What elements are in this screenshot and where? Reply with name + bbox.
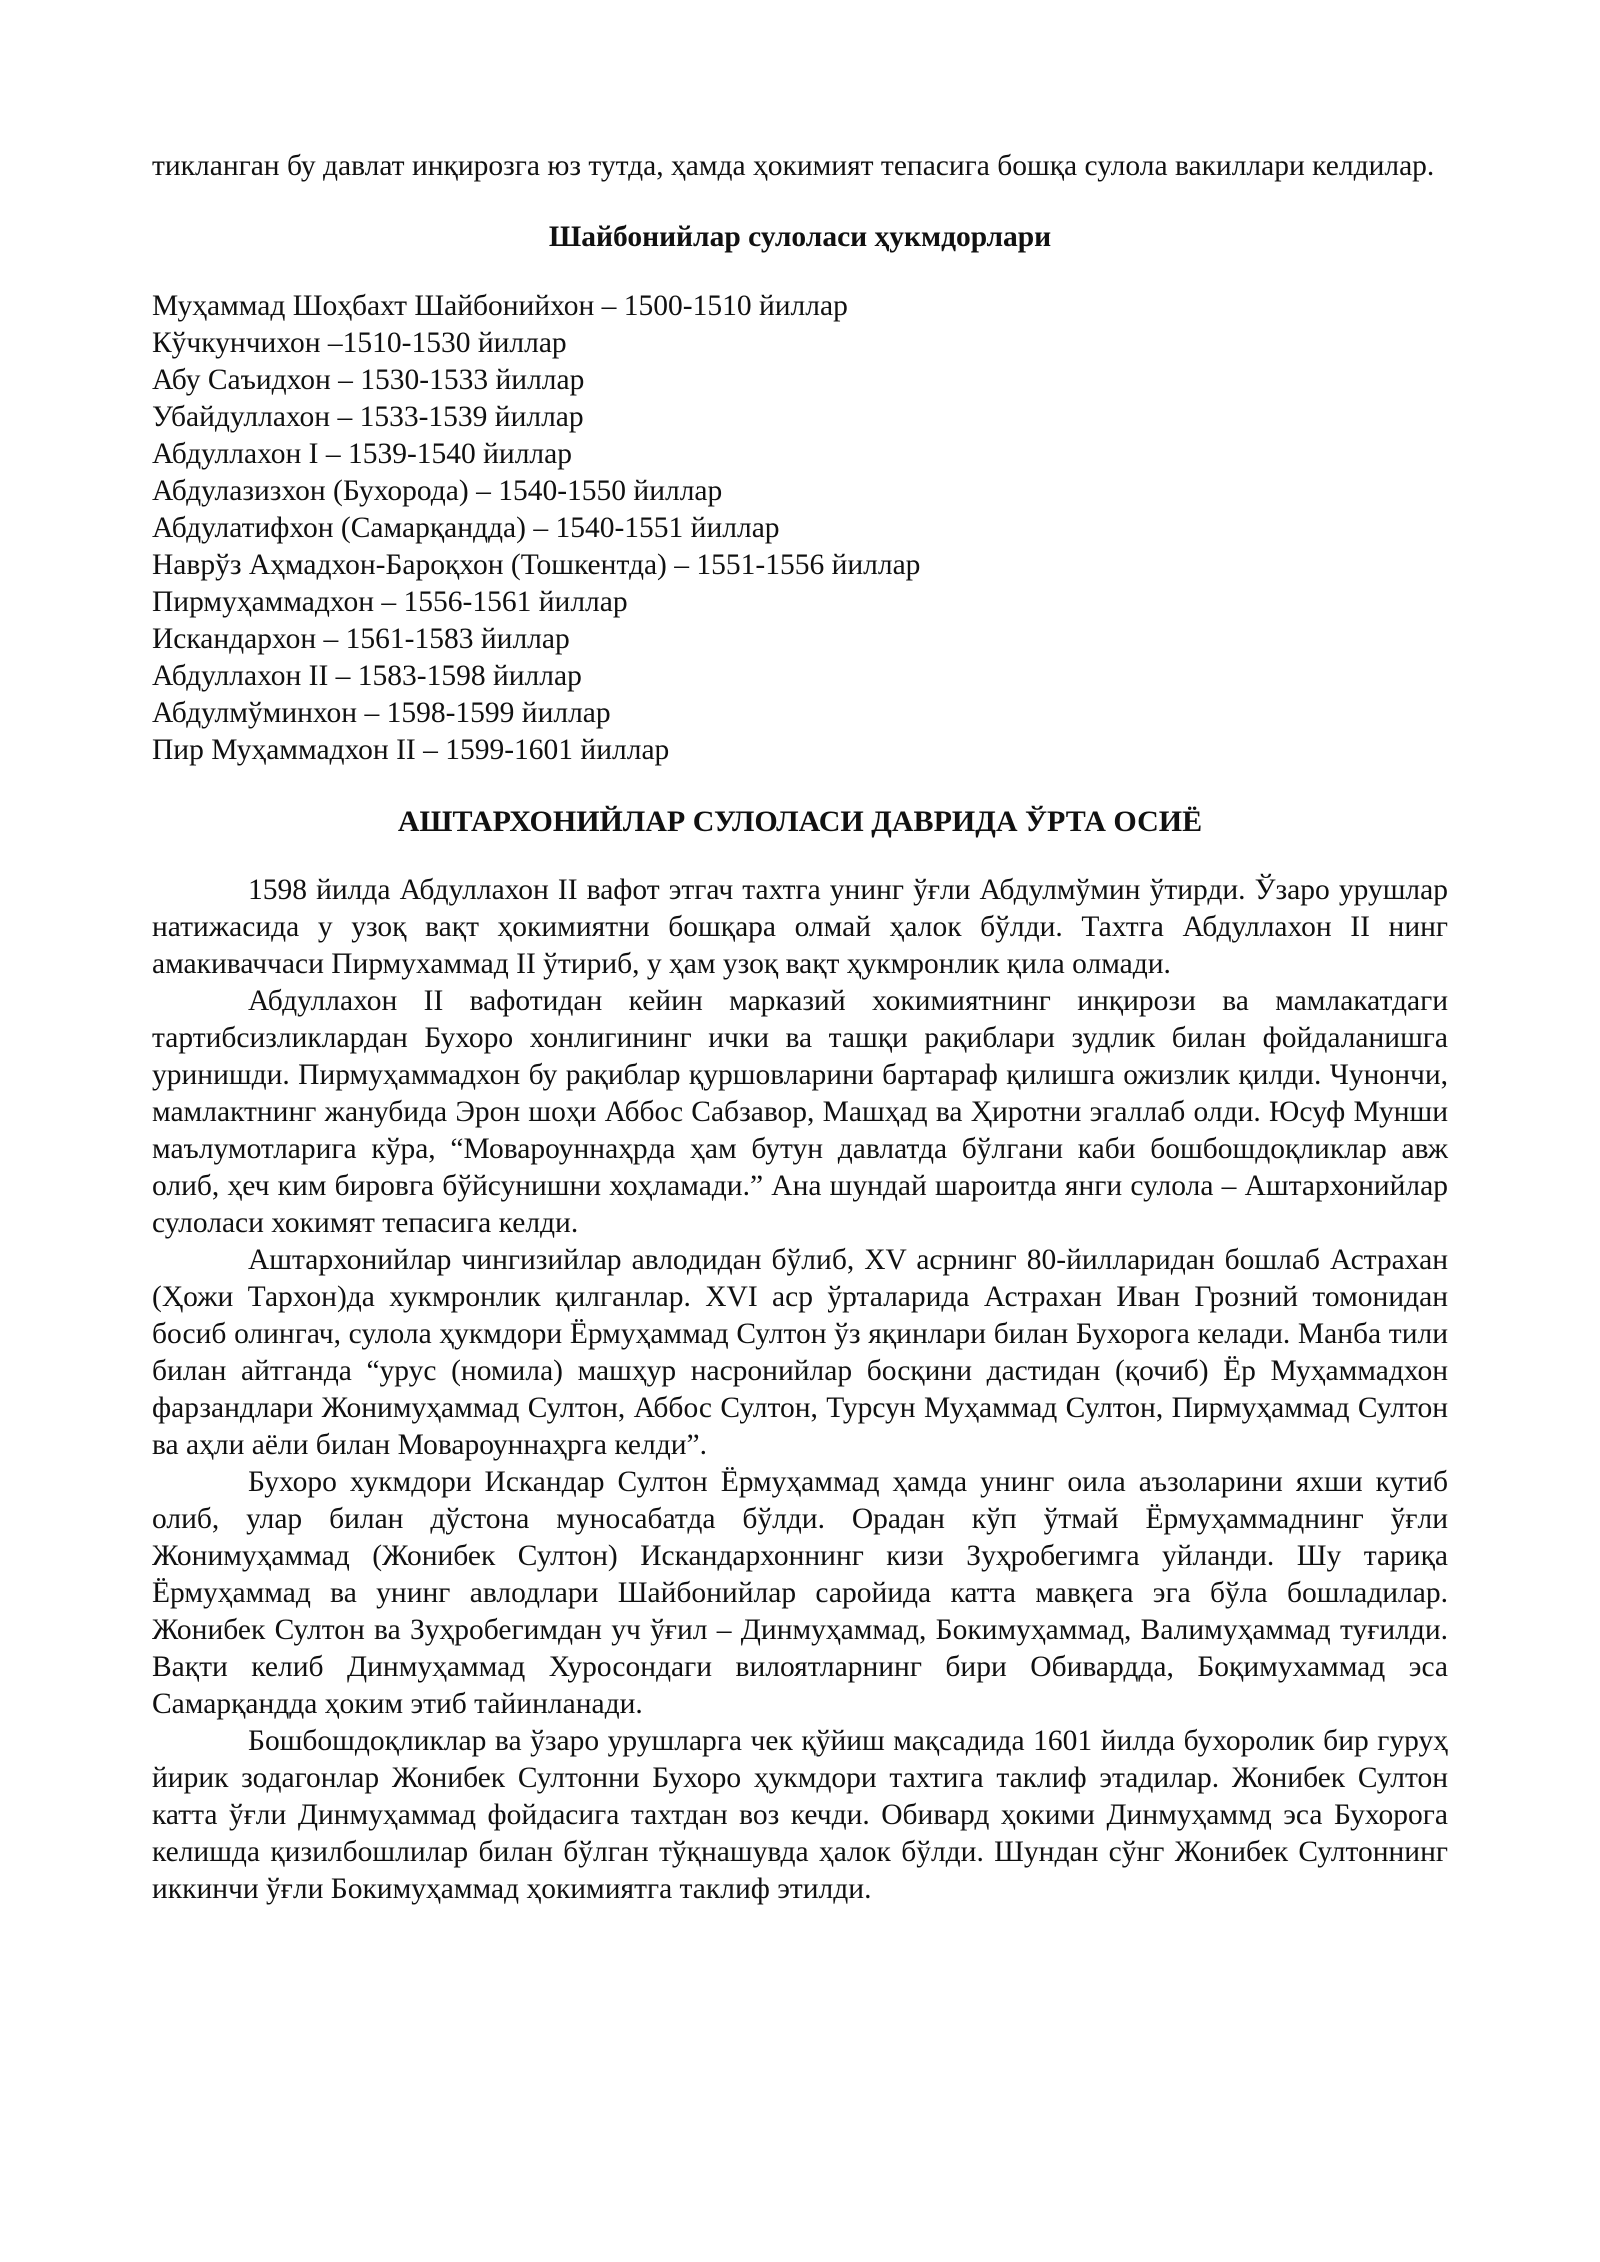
ruler-item: Абдуллахон II – 1583-1598 йиллар bbox=[152, 660, 582, 692]
ruler-item: Абдулазизхон (Бухорода) – 1540-1550 йиллар bbox=[152, 475, 723, 507]
ruler-item: Искандархон – 1561-1583 йиллар bbox=[152, 623, 570, 655]
ruler-item: Абу Саъидхон – 1530-1533 йиллар bbox=[152, 364, 585, 396]
body-paragraph: Аштархонийлар чингизийлар авлодидан бўлиб, XV асрнинг 80-йилларидан бошлаб Астрахан (Ҳожи Тархон)да хукмронлик қилганлар. XVI аср ўрталарида Астрахан Иван Грозний томонидан босиб олингач, сулола ҳукмдори Ёрмуҳаммад Султон ўз яқинлари билан Бухорога келади. Манба тили билан айтганда “урус (номила) машҳур насронийлар босқини дастидан (қочиб) Ёр Муҳаммадхон фарзандлари Жонимуҳаммад Султон, Аббос Султон, Турсун Муҳаммад Султон, Пирмуҳаммад Султон ва аҳли аёли билан Мовароуннаҳрга келди”. bbox=[152, 1244, 1448, 1461]
ruler-item: Наврўз Аҳмадхон-Бароқхон (Тошкентда) – 1551-1556 йиллар bbox=[152, 549, 921, 581]
body-paragraph: 1598 йилда Абдуллахон II вафот этгач тахтга унинг ўғли Абдулмўмин ўтирди. Ўзаро урушлар натижасида у узоқ вақт ҳокимиятни бошқара олмай ҳалок бўлди. Тахтга Абдуллахон II нинг амакиваччаси Пирмухаммад II ўтириб, у ҳам узоқ вақт ҳукмронлик қила олмади. bbox=[152, 874, 1448, 980]
ruler-item: Пир Муҳаммадхон II – 1599-1601 йиллар bbox=[152, 734, 670, 766]
ruler-item: Абдулатифхон (Самарқандда) – 1540-1551 йиллар bbox=[152, 512, 780, 544]
body-paragraph: Бухоро хукмдори Искандар Султон Ёрмуҳаммад ҳамда унинг оила аъзоларини яхши кутиб олиб, улар билан дўстона муносабатда бўлди. Орадан кўп ўтмай Ёрмуҳаммаднинг ўғли Жонимуҳаммад (Жонибек Султон) Искандархоннинг кизи Зуҳробегимга уйланди. Шу тариқа Ёрмуҳаммад ва унинг авлодлари Шайбонийлар саройида катта мавқега эга бўла бошладилар. Жонибек Султон ва Зуҳробегимдан уч ўғил – Динмуҳаммад, Бокимуҳаммад, Валимуҳаммад туғилди. Вақти келиб Динмуҳаммад Хуросондаги вилоятларнинг бири Обивардда, Боқимухаммад эса Самарқандда ҳоким этиб тайинланади. bbox=[152, 1466, 1448, 1720]
body-paragraph: Бошбошдоқликлар ва ўзаро урушларга чек қўйиш мақсадида 1601 йилда бухоролик бир гуруҳ йирик зодагонлар Жонибек Султонни Бухоро ҳукмдори тахтига таклиф этадилар. Жонибек Султон катта ўғли Динмуҳаммад фойдасига тахтдан воз кечди. Обивард ҳокими Динмуҳаммд эса Бухорога келишда қизилбошлилар билан бўлган тўқнашувда ҳалок бўлди. Шундан сўнг Жонибек Султоннинг иккинчи ўғли Бокимуҳаммад ҳокимиятга таклиф этилди. bbox=[152, 1725, 1448, 1905]
ruler-item: Убайдуллахон – 1533-1539 йиллар bbox=[152, 401, 584, 433]
ruler-item: Кўчкунчихон –1510-1530 йиллар bbox=[152, 327, 567, 359]
body-paragraph: Абдуллахон II вафотидан кейин марказий хокимиятнинг инқирози ва мамлакатдаги тартибсизликлардан Бухоро хонлигининг ички ва ташқи рақиблари зудлик билан фойдаланишга уринишди. Пирмуҳаммадхон бу рақиблар қуршовларини бартараф қилишга ожизлик қилди. Чунончи, мамлактнинг жанубида Эрон шоҳи Аббос Сабзавор, Машҳад ва Ҳиротни эгаллаб олди. Юсуф Мунши маълумотларига кўра, “Мовароуннаҳрда ҳам бутун давлатда бўлгани каби бошбошдоқликлар авж олиб, ҳеч ким бировга бўйсунишни хоҳламади.” Ана шундай шароитда янги сулола – Аштархонийлар сулоласи хокимят тепасига келди. bbox=[152, 985, 1448, 1239]
ruler-item: Абдулмўминхон – 1598-1599 йиллар bbox=[152, 697, 611, 729]
intro-paragraph: тикланган бу давлат инқирозга юз тутда, ҳамда ҳокимият тепасига бошқа сулола вакиллари келдилар. bbox=[152, 150, 1435, 182]
rulers-heading: Шайбонийлар сулоласи ҳукмдорлари bbox=[548, 221, 1052, 253]
ruler-item: Муҳаммад Шоҳбахт Шайбонийхон – 1500-1510 йиллар bbox=[152, 290, 848, 322]
ruler-item: Абдуллахон I – 1539-1540 йиллар bbox=[152, 438, 573, 470]
ruler-item: Пирмуҳаммадхон – 1556-1561 йиллар bbox=[152, 586, 628, 618]
rulers-list bbox=[152, 288, 1448, 769]
section-title: АШТАРХОНИЙЛАР СУЛОЛАСИ ДАВРИДА ЎРТА ОСИЁ bbox=[397, 805, 1203, 838]
document-page bbox=[152, 148, 1448, 1908]
